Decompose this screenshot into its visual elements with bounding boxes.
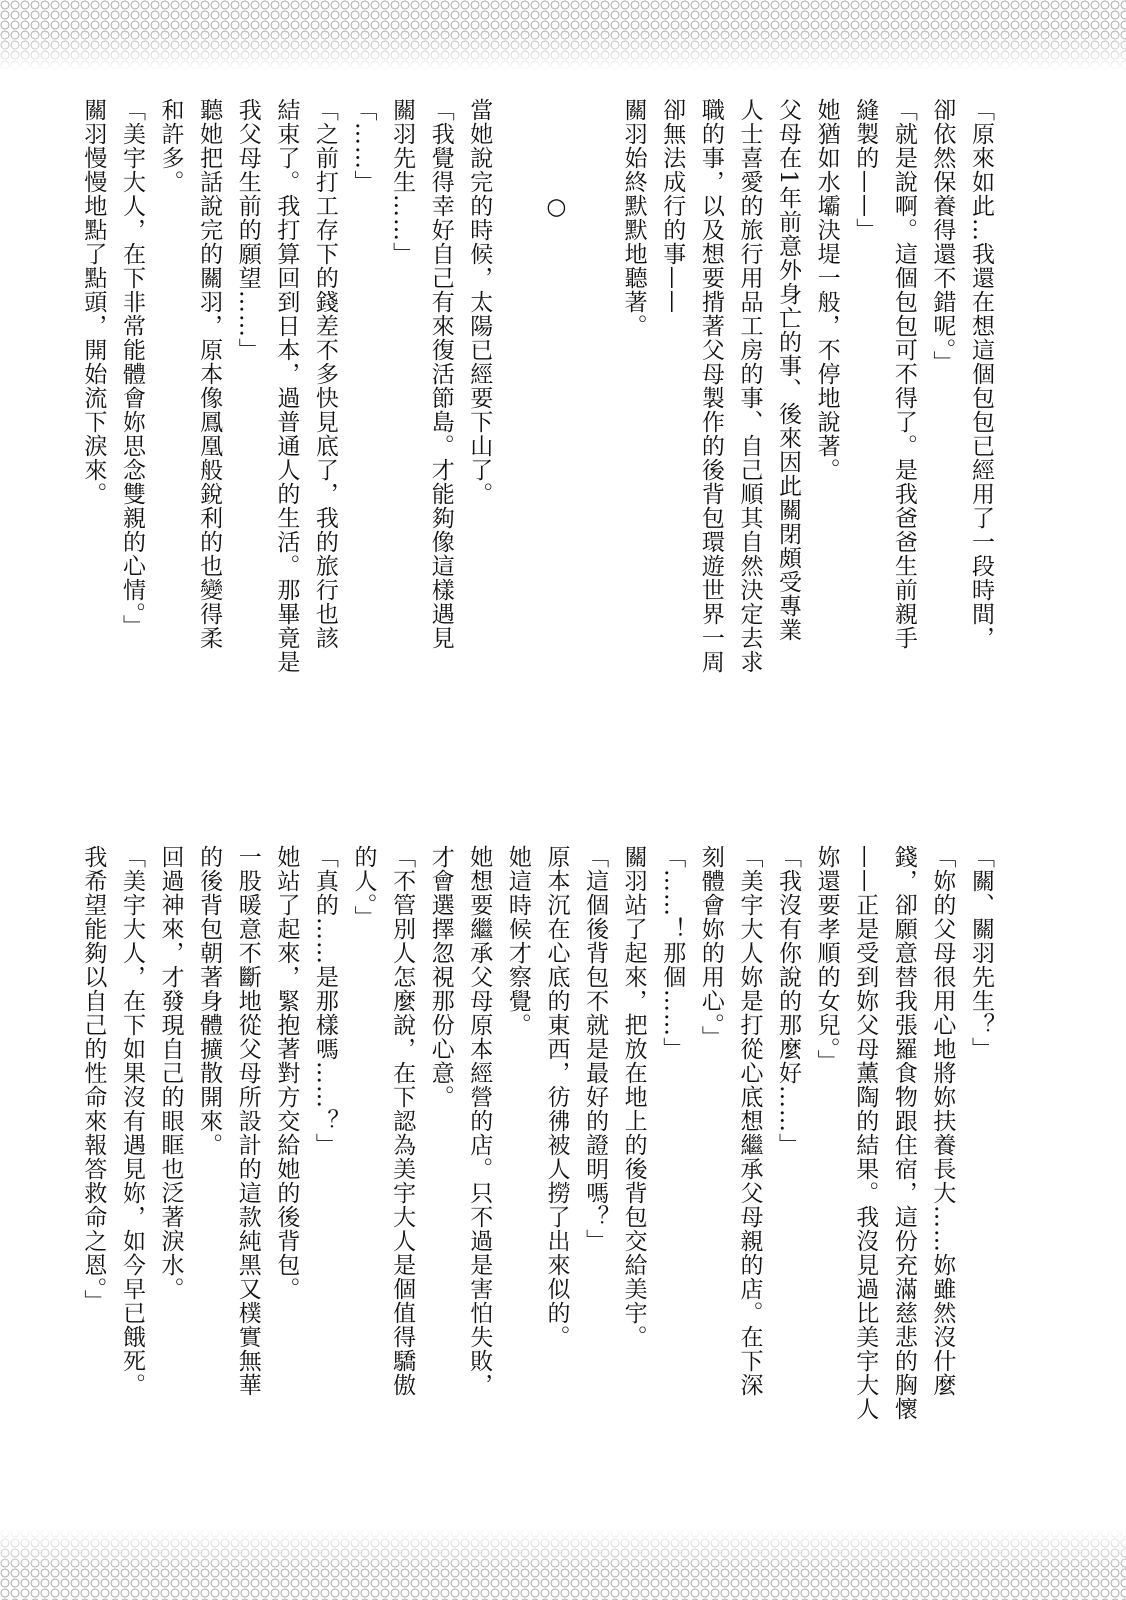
text-line: 聽她把話說完的關羽，原本像鳳凰般銳利的也變得柔 — [196, 98, 223, 650]
text-line: 「美宇大人，在下非常能體會妳思念雙親的心情。」 — [118, 98, 145, 639]
text-line: 「關、關羽先生？」 — [968, 845, 994, 1061]
bottom-dot-border — [0, 1528, 1126, 1600]
text-line: 我希望能夠以自己的性命來報答救命之恩。」 — [80, 845, 107, 1314]
text-line: 「我覺得幸好自己有來復活節島。才能夠像這樣遇見 — [427, 98, 454, 650]
text-line: 刻體會妳的用心。」 — [697, 845, 724, 1050]
text-line: 「這個後背包不就是最好的證明嗎？」 — [582, 845, 609, 1253]
text-line: 卻無法成行的事—— — [659, 98, 686, 314]
top-dot-border — [0, 0, 1126, 72]
text-line: 「原來如此…我還在想這個包包已經用了一段時間， — [968, 98, 994, 650]
text-line: 職的事，以及想要揹著父母製作的後背包環遊世界一周 — [697, 98, 724, 674]
text-line: 關羽站了起來，把放在地上的後背包交給美宇。 — [620, 845, 647, 1349]
text-line: 她這時候才察覺。 — [504, 845, 531, 1037]
text-line: 「真的……是那樣嗎……？」 — [311, 845, 338, 1157]
text-line: 「就是說啊。這個包包可不得了。是我爸爸生前親手 — [890, 98, 917, 650]
text-line: 「之前打工存下的錢差不多快見底了，我的旅行也該 — [311, 98, 338, 650]
text-line: 和許多。 — [157, 98, 184, 194]
text-line: 「……！那個……」 — [659, 845, 686, 1061]
text-line: 結束了。我打算回到日本，過普通人的生活。那畢竟是 — [273, 98, 300, 674]
text-line: 人士喜愛的旅行用品工房的事、自己順其自然決定去求 — [736, 98, 763, 674]
text-line: 縫製的——」 — [852, 98, 879, 242]
text-line: 她猶如水壩決堤一般，不停地說著。 — [813, 98, 840, 482]
text-line: 錢，卻願意替我張羅食物跟住宿，這份充滿慈悲的胸懷 — [890, 845, 917, 1421]
text-line: 一股暖意不斷地從父母所設計的這款純黑又樸實無華 — [234, 845, 261, 1397]
text-line: 她站了起來，緊抱著對方交給她的後背包。 — [273, 845, 300, 1301]
text-line: 卻依然保養得還不錯呢。」 — [929, 98, 956, 375]
text-line: 「……」 — [350, 98, 377, 194]
text-line: 關羽始終默默地聽著。 — [620, 98, 647, 338]
text-line: 「美宇大人妳是打從心底想繼承父母親的店。在下深 — [736, 845, 763, 1397]
text-line: 她想要繼承父母原本經營的店。只不過是害怕失敗， — [466, 845, 493, 1397]
text-line: 我父母生前的願望……」 — [234, 98, 261, 362]
text-line: 「妳的父母很用心地將妳扶養長大……妳雖然沒什麼 — [929, 845, 956, 1397]
text-line: 回過神來，才發現自己的眼眶也泛著淚水。 — [157, 845, 184, 1301]
text-line: 的人。」 — [350, 845, 377, 930]
text-line: 當她說完的時候，太陽已經要下山了。 — [466, 98, 493, 506]
text-line — [498, 98, 537, 778]
text-line: 原本沉在心底的東西，彷彿被人撈了出來似的。 — [543, 845, 570, 1349]
text-line: 「不管別人怎麼說，在下認為美宇大人是個值得驕傲 — [389, 845, 416, 1397]
text-line: 「美宇大人，在下如果沒有遇見妳，如今早已餓死。 — [118, 845, 145, 1397]
text-line: 的後背包朝著身體擴散開來。 — [196, 845, 223, 1157]
upper-text-block — [74, 98, 1000, 778]
text-line: 妳還要孝順的女兒。」 — [813, 845, 840, 1074]
text-line: ○ — [543, 98, 570, 221]
text-line: 關羽先生……」 — [389, 98, 416, 266]
text-line: 才會選擇忽視那份心意。 — [427, 845, 454, 1109]
text-line: 父母在1年前意外身亡的事、後來因此關閉頗受專業 — [775, 98, 802, 642]
text-line: ——正是受到妳父母薰陶的結果。我沒見過比美宇大人 — [852, 845, 879, 1421]
lower-text-block — [74, 845, 1000, 1525]
text-line: 「我沒有你說的那麼好……」 — [775, 845, 802, 1157]
text-line: 關羽慢慢地點了點頭，開始流下淚來。 — [80, 98, 107, 506]
text-line — [575, 98, 614, 778]
